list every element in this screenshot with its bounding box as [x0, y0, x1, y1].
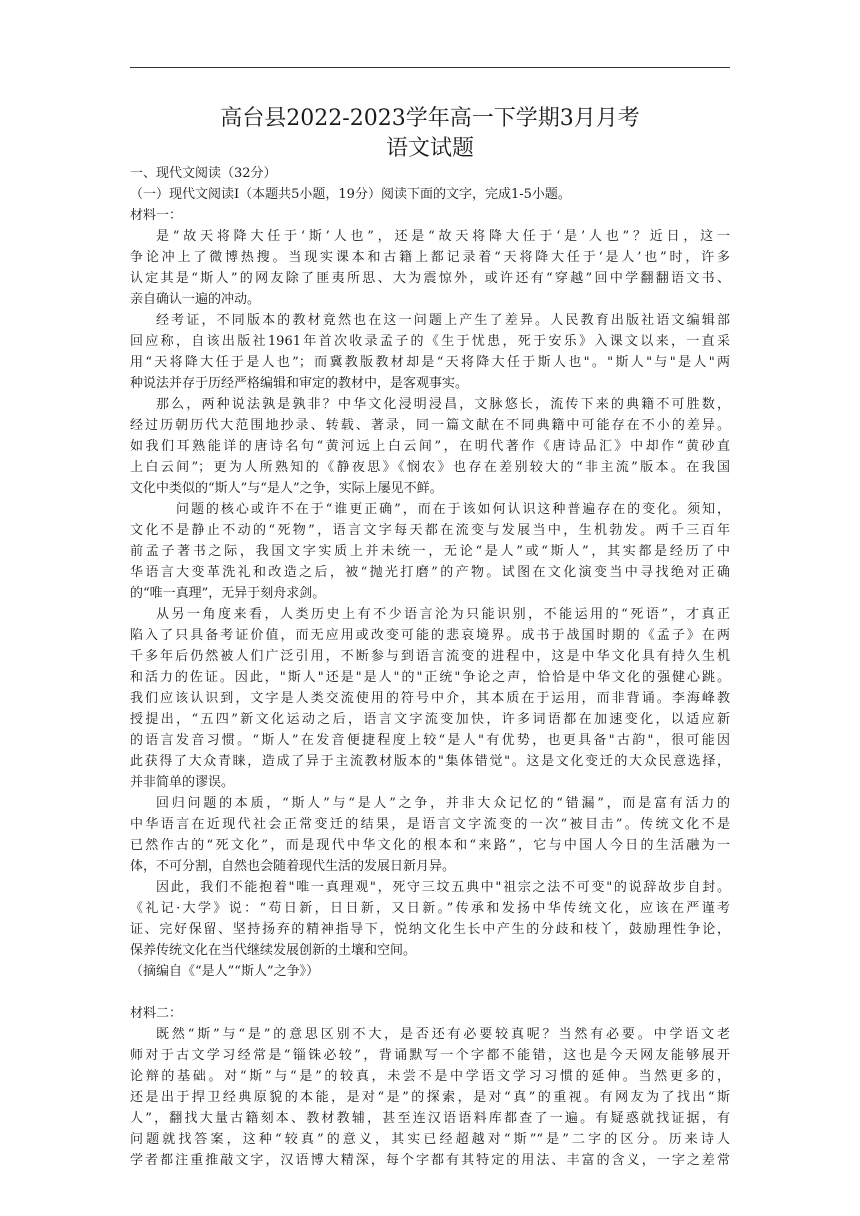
exam-title: 高台县2022-2023学年高一下学期3月月考: [220, 106, 640, 131]
text-line: 那么，两种说法孰是孰非？中华文化浸明浸昌，文脉悠长，流传下来的典籍不可胜数，: [156, 397, 730, 412]
text-line: 千多年后仍然被人们广泛引用，不断参与到语言流变的进程中，这是中华文化具有持久生机: [130, 649, 730, 664]
text-line: 并非简单的谬误。: [130, 775, 235, 790]
text-line: 经过历朝历代大范围地抄录、转载、著录，同一篇文献在不同典籍中可能存在不小的差异。: [130, 418, 730, 433]
text-line: 人”，翻找大量古籍刻本、教材教辅，甚至连汉语语料库都查了一遍。有疑惑就找证据，有: [130, 1111, 730, 1126]
text-line: 文化不是静止不动的“死物”，语言文字每天都在流变与发展当中，生机勃发。两千三百年: [130, 523, 730, 538]
text-line: 上白云间”；更为人所熟知的《静夜思》《悯农》也存在差别较大的“非主流”版本。在我国: [130, 460, 730, 475]
text-line: 的语言发音习惯。“斯人”在发音便捷程度上较“是人"有优势，也更具备"古韵"，很可能因: [130, 733, 730, 748]
text-line: 经考证，不同版本的教材竟然也在这一问题上产生了差异。人民教育出版社语文编辑部: [156, 313, 730, 328]
text-line: 的“唯一真理”，无异于刻舟求剑。: [130, 586, 326, 601]
text-line: 《礼记·大学》说：“苟日新，日日新，又日新。”传承和发扬中华传统文化，应该在严谨考: [130, 901, 730, 916]
header-rule: [130, 67, 730, 68]
text-line: （一）现代文阅读I（本题共5小题，19分）阅读下面的文字，完成1-5小题。: [130, 187, 571, 202]
text-line: 争论冲上了微博热搜。当现实课本和古籍上都记录着“天将降大任于‘是人’也”时，许多: [130, 250, 730, 265]
text-line: 问题就找答案，这种“较真”的意义，其实已经超越对“斯”“是”二字的区分。历来诗人: [130, 1132, 730, 1147]
text-line: 前孟子著书之际，我国文字实质上并未统一，无论“是人”或“斯人”，其实都是经历了中: [130, 544, 730, 559]
text-line: 既然“斯”与“是”的意思区别不大，是否还有必要较真呢？当然有必要。中学语文老: [156, 1027, 730, 1042]
text-line: 因此，我们不能抱着"唯一真理观"，死守三坟五典中"祖宗之法不可变"的说辞故步自封。: [156, 880, 730, 895]
text-line: 授提出，“五四”新文化运动之后，语言文字流变加快，许多词语都在加速变化，以适应新: [130, 712, 730, 727]
text-line: 回应称，自该出版社1961年首次收录孟子的《生于忧患，死于安乐》入课文以来，一直采: [130, 334, 730, 349]
text-line: 保养传统文化在当代继续发展创新的土壤和空间。: [130, 943, 417, 958]
text-line: 中华语言在近现代社会正常变迁的结果，是语言文字流变的一次“被目击”。传统文化不是: [130, 817, 730, 832]
text-line: 文化中类似的“斯人”与“是人”之争，实际上屡见不鲜。: [130, 481, 443, 496]
text-line: 已然作古的“死文化”，而是现代中华文化的根本和“来路”，它与中国人今日的生活融为一: [130, 838, 730, 853]
text-line: 还是出于捍卫经典原貌的本能，是对“是”的探索，是对“真”的重视。有网友为了找出“斯: [130, 1090, 730, 1105]
text-line: 一、现代文阅读（32分）: [130, 166, 277, 181]
text-line: 从另一角度来看，人类历史上有不少语言沦为只能识别，不能运用的“死语”，才真正: [156, 607, 730, 622]
text-line: 是“故天将降大任于‘斯’人也”，还是“故天将降大任于‘是’人也”？近日，这一: [156, 229, 730, 244]
text-line: 我们应该认识到，文字是人类交流使用的符号中介，其本质在于运用，而非背诵。李海峰教: [130, 691, 730, 706]
text-line: 和活力的佐证。因此，"斯人"还是"是人"的"正统"争论之声，恰恰是中华文化的强健心跳。: [130, 670, 730, 685]
text-line: 回归问题的本质，“斯人”与“是人”之争，并非大众记忆的“错漏”，而是富有活力的: [156, 796, 730, 811]
text-line: 证、完好保留、坚持扬弃的精神指导下，悦纳文化生长中产生的分歧和枝丫，鼓励理性争论，: [130, 922, 730, 937]
text-line: [130, 982, 730, 1003]
text-line: 认定其是“斯人”的网友除了匪夷所思、大为震惊外，或许还有“穿越”回中学翻翻语文书、: [130, 271, 730, 286]
text-line: 师对于古文学习经常是“锱铢必较”，背诵默写一个字都不能错，这也是今天网友能够展开: [130, 1048, 730, 1063]
text-line: 体，不可分割，自然也会随着现代生活的发展日新月异。: [130, 859, 456, 874]
text-line: 此获得了大众青睐，造成了异于主流教材版本的"集体错觉"。这是文化变迁的大众民意选择，: [130, 754, 730, 769]
text-line: 论辩的基础。对“斯”与“是”的较真，未尝不是中学语文学习习惯的延伸。当然更多的，: [130, 1069, 730, 1084]
text-line: 材料一：: [130, 208, 183, 223]
text-line: 陷入了只具备考证价值，而无应用或改变可能的悲哀境界。成书于战国时期的《孟子》在两: [130, 628, 730, 643]
text-line: （摘编自《“是人”“斯人”之争》）: [130, 964, 320, 979]
exam-subtitle: 语文试题: [385, 136, 474, 161]
text-line: 如我们耳熟能详的唐诗名句“黄河远上白云间”，在明代著作《唐诗品汇》中却作“黄砂直: [130, 439, 730, 454]
document-body: [130, 163, 730, 1171]
text-line: 华语言大变革洗礼和改造之后，被“抛光打磨”的产物。试图在文化演变当中寻找绝对正确: [130, 565, 730, 580]
text-line: 用“天将降大任于是人也”；而冀教版教材却是“天将降大任于斯人也"。"斯人"与"是人"两: [130, 355, 730, 370]
text-line: 种说法并存于历经严格编辑和审定的教材中，是客观事实。: [130, 376, 469, 391]
text-line: 材料二：: [130, 1006, 183, 1021]
text-line: 学者都注重推敲文字，汉语博大精深，每个字都有其特定的用法、丰富的含义，一字之差常: [130, 1153, 730, 1168]
text-line: 亲自确认一遍的冲动。: [130, 292, 261, 307]
text-line: 问题的核心或许不在于“谁更正确”，而在于该如何认识这种普遍存在的变化。须知，: [176, 502, 730, 517]
